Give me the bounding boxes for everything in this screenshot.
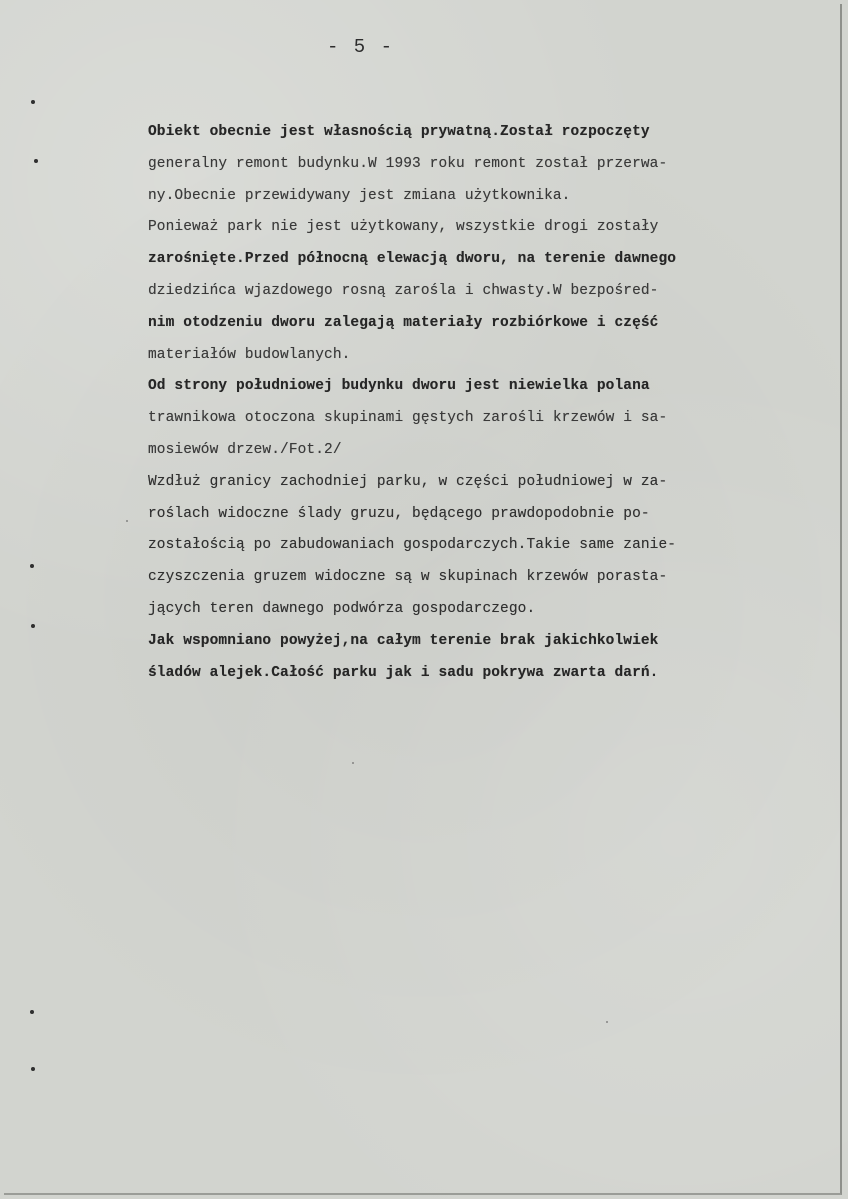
text-line: Ponieważ park nie jest użytkowany, wszystkie drogi zostały [148,219,659,236]
text-line: Obiekt obecnie jest własnością prywatną.Został rozpoczęty [148,124,650,140]
margin-dot [30,1010,34,1014]
margin-dot [31,1067,35,1071]
text-line: generalny remont budynku.W 1993 roku remont został przerwa- [148,155,668,172]
text-line: trawnikowa otoczona skupinami gęstych zarośli krzewów i sa- [148,410,668,427]
text-line: roślach widoczne ślady gruzu, będącego prawdopodobnie po- [148,505,650,522]
text-line: czyszczenia gruzem widoczne są w skupinach krzewów porasta- [148,569,668,586]
margin-dot [31,100,35,104]
paper-speck [126,520,128,522]
margin-dot [30,564,34,568]
text-line: dziedzińca wjazdowego rosną zarośla i chwasty.W bezpośred- [148,282,659,299]
text-line: nim otodzeniu dworu zalegają materiały rozbiórkowe i część [148,314,659,331]
text-line: jących teren dawnego podwórza gospodarczego. [148,600,536,617]
text-line: zarośnięte.Przed północną elewacją dworu, na terenie dawnego [148,251,677,268]
text-line: zostałością po zabudowaniach gospodarczych.Takie same zanie- [148,537,677,554]
margin-dot [31,624,35,628]
paper-speck [606,1021,608,1023]
body-text [148,117,808,689]
text-line: Od strony południowej budynku dworu jest niewielka polana [148,378,650,395]
text-line: śladów alejek.Całość parku jak i sadu pokrywa zwarta darń. [148,664,659,681]
text-line: ny.Obecnie przewidywany jest zmiana użytkownika. [148,187,571,204]
text-line: Wzdłuż granicy zachodniej parku, w części południowej w za- [148,473,668,490]
text-line: Jak wspomniano powyżej,na całym terenie brak jakichkolwiek [148,632,659,649]
text-line: mosiewów drzew./Fot.2/ [148,441,342,458]
page-number: - 5 - [327,36,395,58]
text-line: materiałów budowlanych. [148,346,351,363]
paper-speck [352,762,354,764]
margin-dot [34,159,38,163]
